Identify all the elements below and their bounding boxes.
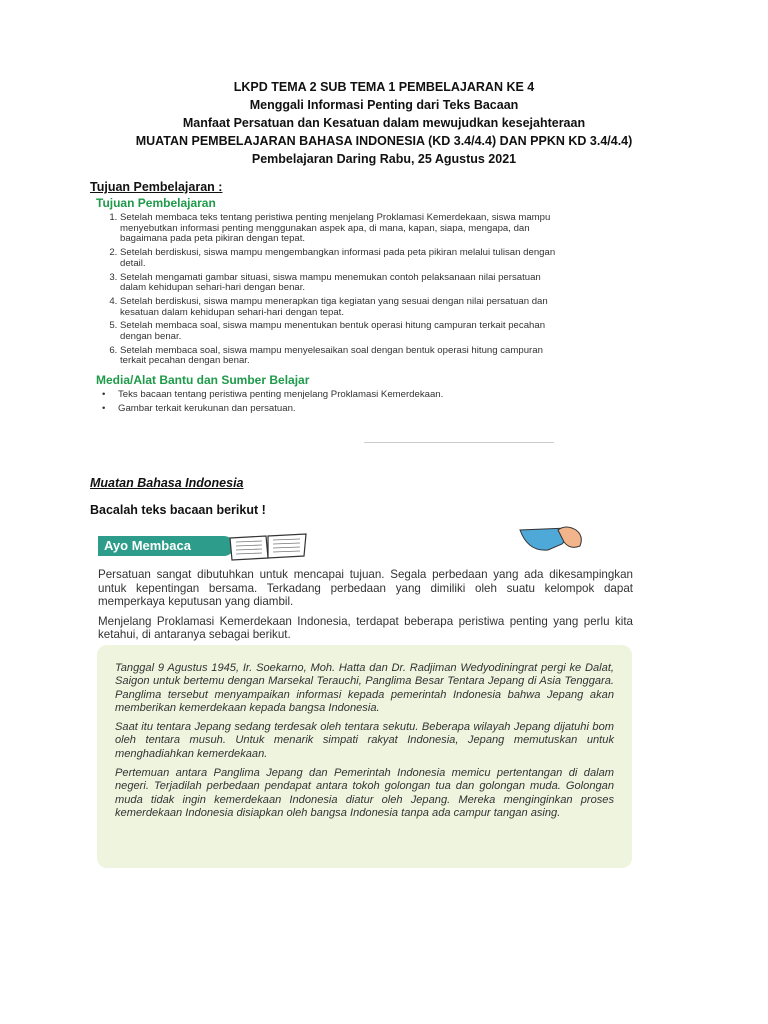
intro-paragraph: Menjelang Proklamasi Kemerdekaan Indonesia, terdapat beberapa peristiwa penting yang perlu kita ketahui, di antaranya sebagai berikut. [98, 614, 633, 642]
child-illustration-icon [518, 526, 588, 556]
tujuan-item: 1. Setelah membaca teks tentang peristiwa penting menjelang Proklamasi Kemerdekaan, siswa mampu menyebutkan informasi penting menggunakan aspek apa, di mana, kapan, siapa, mengapa, dan bagaimana pada peta pikiran dengan tepat. [120, 213, 558, 245]
story-box [97, 645, 632, 868]
document-header [0, 78, 768, 168]
media-item: • Gambar terkait kerukunan dan persatuan. [118, 404, 558, 415]
story-paragraph: Saat itu tentara Jepang sedang terdesak oleh tentara sekutu. Beberapa wilayah Jepang dijatuhi bom oleh tentara musuh. Untuk menarik simpati rakyat Indonesia, Jepang memutuskan untuk menghadiahkan kemerdekaan. [115, 721, 614, 760]
instruction-text: Bacalah teks bacaan berikut ! [90, 503, 266, 517]
header-line-5: Pembelajaran Daring Rabu, 25 Agustus 2021 [251, 152, 517, 166]
tujuan-item: 2. Setelah berdiskusi, siswa mampu mengembangkan informasi pada peta pikiran melalui tulisan dengan detail. [120, 248, 558, 269]
tujuan-item: 4. Setelah berdiskusi, siswa mampu menerapkan tiga kegiatan yang sesuai dengan nilai persatuan dan kesatuan dalam kehidupan sehari-hari dengan tepat. [120, 297, 558, 318]
tujuan-heading: Tujuan Pembelajaran [96, 196, 216, 210]
header-line-1: LKPD TEMA 2 SUB TEMA 1 PEMBELAJARAN KE 4 [233, 80, 535, 94]
media-item: • Teks bacaan tentang peristiwa penting menjelang Proklamasi Kemerdekaan. [118, 390, 558, 401]
media-heading: Media/Alat Bantu dan Sumber Belajar [96, 373, 310, 388]
intro-paragraph: Persatuan sangat dibutuhkan untuk mencapai tujuan. Segala perbedaan yang ada dikesampingkan untuk kepentingan bersama. Terkadang perbedaan yang dimiliki oleh suatu kelompok dapat memperkaya keputusan yang diambil. [98, 568, 633, 609]
header-line-2: Menggali Informasi Penting dari Teks Bacaan [249, 98, 519, 112]
tujuan-list [96, 213, 558, 367]
open-book-icon [226, 532, 310, 562]
divider [364, 442, 554, 443]
muatan-label: Muatan Bahasa Indonesia [90, 476, 244, 490]
tujuan-item: 3. Setelah mengamati gambar situasi, siswa mampu menemukan contoh pelaksanaan nilai persatuan dalam kehidupan sehari-hari dengan benar. [120, 273, 558, 294]
header-line-4: MUATAN PEMBELAJARAN BAHASA INDONESIA (KD 3.4/4.4) DAN PPKN KD 3.4/4.4) [135, 134, 633, 148]
tujuan-label: Tujuan Pembelajaran : [90, 180, 223, 194]
story-paragraph: Tanggal 9 Agustus 1945, Ir. Soekarno, Moh. Hatta dan Dr. Radjiman Wedyodiningrat pergi ke Dalat, Saigon untuk bertemu dengan Marsekal Terauchi, Panglima Besar Tentara Jepang di Asia Tenggara. Panglima tersebut menyampaikan informasi kepada pemerintah Indonesia bahwa Jepang akan memberikan kemerdekaan kepada bangsa Indonesia. [115, 662, 614, 714]
intro-text [98, 568, 633, 648]
story-paragraph: Pertemuan antara Panglima Jepang dan Pemerintah Indonesia memicu pertentangan di dalam negeri. Terjadilah perbedaan pendapat antara tokoh golongan tua dan golongan muda. Golongan muda tidak ingin kemerdekaan Indonesia diatur oleh Jepang. Mereka menginginkan proses kemerdekaan Indonesia disiapkan oleh bangsa Indonesia tanpa ada campur tangan asing. [115, 767, 614, 819]
tujuan-item: 5. Setelah membaca soal, siswa mampu menentukan bentuk operasi hitung campuran terkait pecahan dengan benar. [120, 321, 558, 342]
tujuan-pembelajaran-image [96, 196, 558, 446]
header-line-3: Manfaat Persatuan dan Kesatuan dalam mewujudkan kesejahteraan [182, 116, 586, 130]
tujuan-item: 6. Setelah membaca soal, siswa mampu menyelesaikan soal dengan bentuk operasi hitung campuran terkait pecahan dengan benar. [120, 346, 558, 367]
ayo-membaca-title: Ayo Membaca [98, 536, 234, 556]
media-list [96, 390, 558, 414]
